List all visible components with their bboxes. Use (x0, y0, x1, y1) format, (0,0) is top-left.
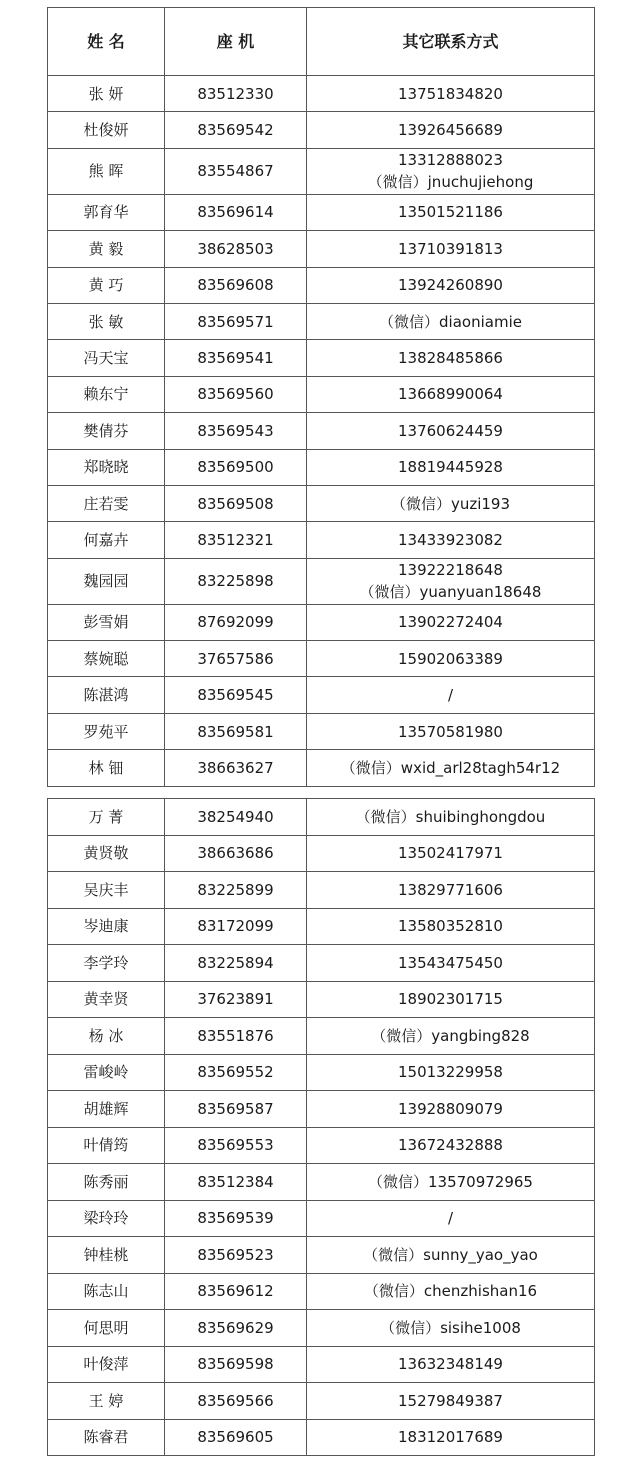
name-cell: 钟桂桃 (48, 1237, 165, 1274)
contact-cell (307, 231, 595, 267)
contact-line: 18819445928 (398, 458, 503, 477)
contact-cell (307, 1419, 595, 1456)
table-row (48, 981, 595, 1018)
name-cell: 魏园园 (48, 558, 165, 604)
name-cell: 彭雪娟 (48, 604, 165, 640)
contact-line: 13312888023 (398, 151, 503, 170)
contact-line: （微信）sisihe1008 (380, 1318, 521, 1337)
contact-cell (307, 558, 595, 604)
contact-cell (307, 1164, 595, 1201)
name-cell: 冯天宝 (48, 340, 165, 376)
name-cell: 雷峻岭 (48, 1054, 165, 1091)
landline-cell: 83569500 (165, 449, 307, 485)
header-other-contact: 其它联系方式 (307, 8, 595, 76)
contact-line: 13710391813 (398, 239, 503, 258)
contact-line: 18902301715 (398, 990, 503, 1009)
landline-cell: 83172099 (165, 908, 307, 945)
landline-cell: 83569508 (165, 485, 307, 521)
table-row (48, 1310, 595, 1347)
table-row (48, 1273, 595, 1310)
landline-cell: 83569614 (165, 194, 307, 230)
header-landline: 座 机 (165, 8, 307, 76)
contact-line: 15902063389 (398, 649, 503, 668)
name-cell: 郭育华 (48, 194, 165, 230)
landline-cell: 38254940 (165, 799, 307, 836)
contact-cell (307, 376, 595, 412)
name-cell: 黄 巧 (48, 267, 165, 303)
contact-line: 13543475450 (398, 953, 503, 972)
contact-line: （微信）yuanyuan18648 (359, 583, 542, 602)
landline-cell: 83569552 (165, 1054, 307, 1091)
table-row (48, 835, 595, 872)
contact-line: 13760624459 (398, 421, 503, 440)
name-cell: 罗苑平 (48, 713, 165, 749)
name-cell: 陈秀丽 (48, 1164, 165, 1201)
contact-line: 13751834820 (398, 84, 503, 103)
landline-cell: 83512384 (165, 1164, 307, 1201)
contact-line: 13928809079 (398, 1099, 503, 1118)
contact-cell (307, 1127, 595, 1164)
contact-cell (307, 1091, 595, 1128)
contact-line: 15013229958 (398, 1063, 503, 1082)
contact-cell (307, 1346, 595, 1383)
landline-cell: 83569543 (165, 413, 307, 449)
landline-cell: 83569608 (165, 267, 307, 303)
name-cell: 熊 晖 (48, 148, 165, 194)
landline-cell: 83569571 (165, 303, 307, 339)
name-cell: 王 婷 (48, 1383, 165, 1420)
name-cell: 叶倩筠 (48, 1127, 165, 1164)
contact-cell (307, 340, 595, 376)
name-cell: 何嘉卉 (48, 522, 165, 558)
table-row (48, 485, 595, 521)
landline-cell: 83569539 (165, 1200, 307, 1237)
contact-cell (307, 267, 595, 303)
table-row (48, 1237, 595, 1274)
contact-cell (307, 799, 595, 836)
name-cell: 胡雄辉 (48, 1091, 165, 1128)
landline-cell: 83225898 (165, 558, 307, 604)
contact-cell (307, 303, 595, 339)
contact-line: （微信）chenzhishan16 (363, 1282, 538, 1301)
name-cell: 陈湛鸿 (48, 677, 165, 713)
contact-cell (307, 1018, 595, 1055)
landline-cell: 83225894 (165, 945, 307, 982)
landline-cell: 87692099 (165, 604, 307, 640)
contact-table-2 (47, 798, 595, 1456)
table-row (48, 713, 595, 749)
contact-table-1 (47, 7, 595, 787)
contact-cell (307, 713, 595, 749)
landline-cell: 83569629 (165, 1310, 307, 1347)
table-row (48, 1091, 595, 1128)
contact-line: 13632348149 (398, 1355, 503, 1374)
table-row (48, 522, 595, 558)
contact-line: 13926456689 (398, 121, 503, 140)
table-row (48, 872, 595, 909)
landline-cell: 83512330 (165, 76, 307, 112)
contact-cell (307, 194, 595, 230)
landline-cell: 83569612 (165, 1273, 307, 1310)
landline-cell: 83569542 (165, 112, 307, 148)
table-row (48, 1164, 595, 1201)
contact-line: 18312017689 (398, 1428, 503, 1447)
name-cell: 杨 冰 (48, 1018, 165, 1055)
contact-line: 13580352810 (398, 917, 503, 936)
contact-line: 13828485866 (398, 349, 503, 368)
name-cell: 李学玲 (48, 945, 165, 982)
landline-cell: 38663686 (165, 835, 307, 872)
table-row (48, 945, 595, 982)
landline-cell: 83512321 (165, 522, 307, 558)
table-row (48, 799, 595, 836)
table-row (48, 112, 595, 148)
landline-cell: 37657586 (165, 641, 307, 677)
contact-cell (307, 835, 595, 872)
landline-cell: 83569587 (165, 1091, 307, 1128)
contact-cell (307, 1237, 595, 1274)
landline-cell: 83569560 (165, 376, 307, 412)
contact-line: / (447, 1209, 454, 1228)
contact-line: 13502417971 (398, 844, 503, 863)
contact-line: 13829771606 (398, 880, 503, 899)
name-cell: 黄幸贤 (48, 981, 165, 1018)
landline-cell: 83569605 (165, 1419, 307, 1456)
table-row (48, 1383, 595, 1420)
contact-cell (307, 485, 595, 521)
contact-line: 13922218648 (398, 561, 503, 580)
contact-line: （微信）yuzi193 (390, 494, 511, 513)
landline-cell: 83554867 (165, 148, 307, 194)
contact-line: 13672432888 (398, 1136, 503, 1155)
table-row (48, 76, 595, 112)
landline-cell: 83569523 (165, 1237, 307, 1274)
table-row (48, 641, 595, 677)
table-row (48, 1018, 595, 1055)
landline-cell: 83569581 (165, 713, 307, 749)
contact-cell (307, 1383, 595, 1420)
table-row (48, 194, 595, 230)
contact-line: 13902272404 (398, 613, 503, 632)
name-cell: 樊倩芬 (48, 413, 165, 449)
name-cell: 何思明 (48, 1310, 165, 1347)
table-row (48, 908, 595, 945)
landline-cell: 83551876 (165, 1018, 307, 1055)
table-row (48, 148, 595, 194)
contact-cell (307, 1200, 595, 1237)
table-row (48, 376, 595, 412)
name-cell: 叶俊萍 (48, 1346, 165, 1383)
header-row (48, 8, 595, 76)
contact-line: （微信）sunny_yao_yao (363, 1245, 538, 1264)
contact-line: （微信）wxid_arl28tagh54r12 (340, 758, 561, 777)
contact-cell (307, 908, 595, 945)
table-row (48, 1200, 595, 1237)
contact-line: 13501521186 (398, 203, 503, 222)
contact-cell (307, 604, 595, 640)
header-name: 姓 名 (48, 8, 165, 76)
table-row (48, 558, 595, 604)
name-cell: 万 菁 (48, 799, 165, 836)
contact-cell (307, 945, 595, 982)
table-row (48, 750, 595, 786)
contact-line: （微信）diaoniamie (379, 312, 522, 331)
contact-line: （微信）13570972965 (368, 1172, 533, 1191)
landline-cell: 83569598 (165, 1346, 307, 1383)
table-row (48, 1419, 595, 1456)
contact-cell (307, 1273, 595, 1310)
table-row (48, 267, 595, 303)
contact-cell (307, 641, 595, 677)
landline-cell: 83569553 (165, 1127, 307, 1164)
name-cell: 黄 毅 (48, 231, 165, 267)
name-cell: 杜俊妍 (48, 112, 165, 148)
name-cell: 陈睿君 (48, 1419, 165, 1456)
name-cell: 庄若雯 (48, 485, 165, 521)
table-row (48, 413, 595, 449)
table-row (48, 1346, 595, 1383)
table-row (48, 1054, 595, 1091)
contact-cell (307, 1310, 595, 1347)
name-cell: 蔡婉聪 (48, 641, 165, 677)
name-cell: 郑晓晓 (48, 449, 165, 485)
table-row (48, 604, 595, 640)
contact-line: （微信）jnuchujiehong (367, 173, 534, 192)
contact-cell (307, 677, 595, 713)
table-row (48, 449, 595, 485)
contact-cell (307, 872, 595, 909)
contact-line: （微信）shuibinghongdou (355, 807, 546, 826)
contact-line: 15279849387 (398, 1391, 503, 1410)
table-row (48, 340, 595, 376)
landline-cell: 37623891 (165, 981, 307, 1018)
contact-cell (307, 449, 595, 485)
contact-cell (307, 112, 595, 148)
table-row (48, 1127, 595, 1164)
contact-cell (307, 413, 595, 449)
landline-cell: 83569541 (165, 340, 307, 376)
name-cell: 张 敏 (48, 303, 165, 339)
contact-cell (307, 76, 595, 112)
name-cell: 张 妍 (48, 76, 165, 112)
landline-cell: 38628503 (165, 231, 307, 267)
name-cell: 吴庆丰 (48, 872, 165, 909)
name-cell: 林 钿 (48, 750, 165, 786)
landline-cell: 38663627 (165, 750, 307, 786)
landline-cell: 83225899 (165, 872, 307, 909)
contact-line: 13924260890 (398, 276, 503, 295)
contact-cell (307, 981, 595, 1018)
name-cell: 黄贤敬 (48, 835, 165, 872)
landline-cell: 83569566 (165, 1383, 307, 1420)
contact-line: / (447, 686, 454, 705)
contact-cell (307, 148, 595, 194)
name-cell: 陈志山 (48, 1273, 165, 1310)
contact-line: 13668990064 (398, 385, 503, 404)
table-row (48, 303, 595, 339)
contact-line: （微信）yangbing828 (371, 1026, 530, 1045)
landline-cell: 83569545 (165, 677, 307, 713)
contact-cell (307, 522, 595, 558)
contact-cell (307, 750, 595, 786)
name-cell: 赖东宁 (48, 376, 165, 412)
name-cell: 梁玲玲 (48, 1200, 165, 1237)
contact-line: 13433923082 (398, 530, 503, 549)
name-cell: 岑迪康 (48, 908, 165, 945)
table-row (48, 231, 595, 267)
contact-cell (307, 1054, 595, 1091)
table-row (48, 677, 595, 713)
contact-line: 13570581980 (398, 722, 503, 741)
